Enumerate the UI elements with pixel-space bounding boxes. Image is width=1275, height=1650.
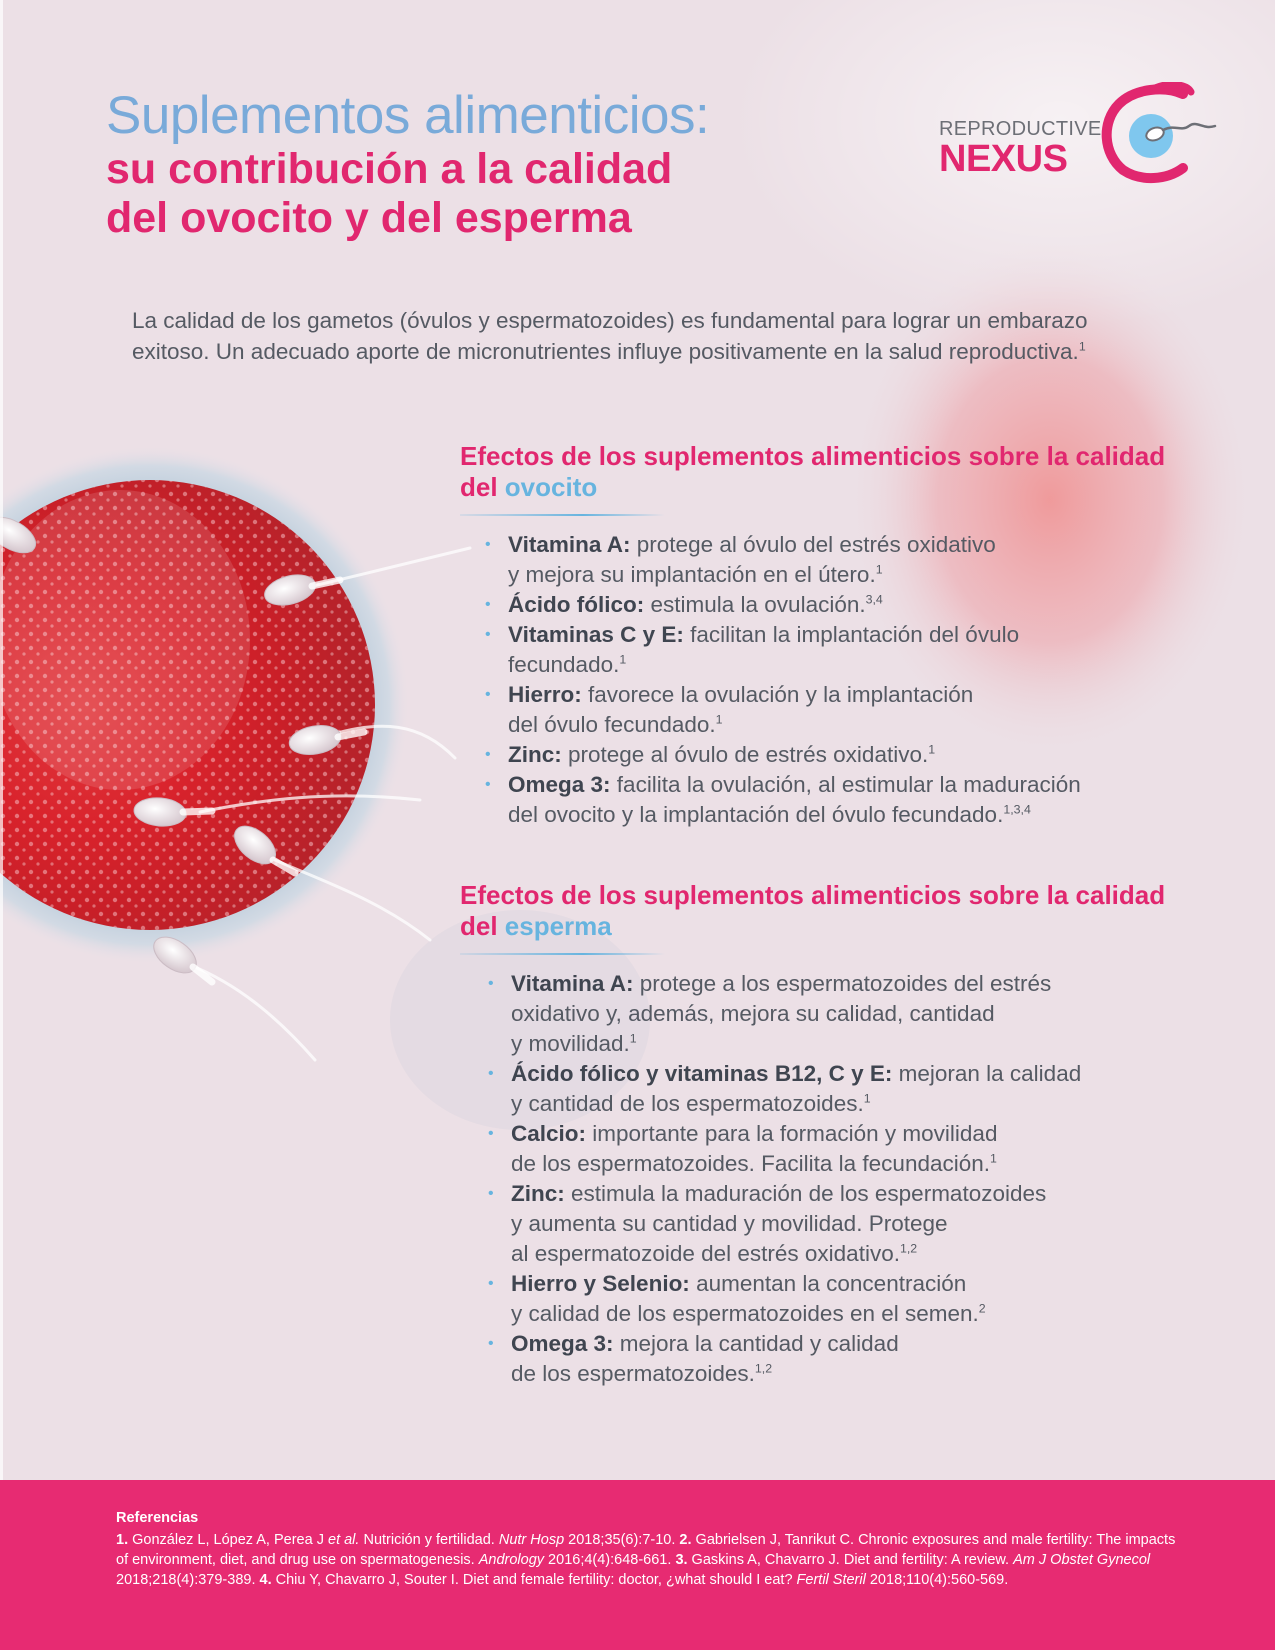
item-text: estimula la maduración de los espermatozoides xyxy=(564,1181,1047,1206)
list-item xyxy=(485,620,1200,680)
bullet-icon: • xyxy=(488,1275,494,1292)
ref-1-journal: Nutr Hosp xyxy=(498,1532,565,1548)
intro-citation: 1 xyxy=(1078,338,1086,353)
ref-3-number: 3. xyxy=(675,1552,688,1568)
item-text-2: de los espermatozoides. Facilita la fecundación. xyxy=(511,1151,991,1176)
title-line-3: del ovocito y del esperma xyxy=(106,193,632,242)
ref-3-text: Gaskins A, Chavarro J. Diet and fertility: A review. xyxy=(687,1552,1014,1568)
logo-text-nexus: NEXUS xyxy=(939,138,1068,180)
ref-1-cite: 2018;35(6):7-10. xyxy=(564,1532,680,1548)
references-body xyxy=(116,1530,1186,1590)
ref-4-cite: 2018;110(4):560-569. xyxy=(865,1572,1009,1588)
item-term: Hierro: xyxy=(508,682,582,707)
list-item xyxy=(485,740,1200,770)
item-term: Ácido fólico y vitaminas B12, C y E: xyxy=(511,1061,893,1086)
item-term: Hierro y Selenio: xyxy=(511,1271,690,1296)
item-citation: 1,3,4 xyxy=(1003,802,1031,817)
item-citation: 1 xyxy=(990,1151,997,1166)
item-citation: 1 xyxy=(629,1031,637,1046)
intro-paragraph xyxy=(132,306,1122,367)
sperm-heading xyxy=(460,880,1200,942)
sperm-heading-prefix: Efectos de los suplementos alimenticios sobre la calidad del xyxy=(460,880,1166,941)
bullet-icon: • xyxy=(485,686,491,703)
bullet-icon: • xyxy=(488,1185,494,1202)
sperm-heading-highlight: esperma xyxy=(504,911,612,941)
item-text: favorece la ovulación y la implantación xyxy=(581,682,974,707)
bullet-icon: • xyxy=(488,1065,494,1082)
ref-3-cite: 2018;218(4):379-389. xyxy=(116,1572,260,1588)
item-term: Zinc: xyxy=(508,742,562,767)
item-term: Ácido fólico: xyxy=(508,592,645,617)
item-text-2: y cantidad de los espermatozoides. xyxy=(511,1091,864,1116)
item-term: Vitaminas C y E: xyxy=(508,622,684,647)
ref-2-cite: 2016;4(4):648-661. xyxy=(544,1552,676,1568)
list-item xyxy=(488,1119,1200,1179)
list-item xyxy=(485,590,1200,620)
ref-2-text: Gabrielsen J, Tanrikut C. Chronic exposures and male fertility: The impacts of environment, diet, and drug use on spermatogenesis. xyxy=(116,1532,1176,1568)
sperm-divider xyxy=(460,953,665,955)
oocyte-section xyxy=(460,441,1200,830)
title-line-1: Suplementos alimenticios: xyxy=(106,86,710,145)
item-citation: 1 xyxy=(715,712,723,727)
item-term: Omega 3: xyxy=(511,1331,614,1356)
bullet-icon: • xyxy=(488,975,494,992)
item-text: estimula la ovulación. xyxy=(644,592,866,617)
item-text-2: del ovocito y la implantación del óvulo fecundado. xyxy=(508,802,1004,827)
item-citation: 1 xyxy=(863,1091,871,1106)
ref-1-title: Nutrición y fertilidad. xyxy=(359,1532,499,1548)
list-item xyxy=(488,1329,1200,1389)
oocyte-heading xyxy=(460,441,1200,503)
item-text: facilita la ovulación, al estimular la maduración xyxy=(610,772,1081,797)
item-citation: 3,4 xyxy=(865,592,883,607)
item-text: protege al óvulo del estrés oxidativo xyxy=(630,532,996,557)
intro-text: La calidad de los gametos (óvulos y espermatozoides) es fundamental para lograr un embarazo exitoso. Un adecuado aporte de micronutrientes influye positivamente en la salud reproductiva. xyxy=(132,308,1088,364)
item-text-3: y movilidad. xyxy=(511,1031,630,1056)
item-citation: 1,2 xyxy=(754,1361,773,1376)
item-term: Omega 3: xyxy=(508,772,611,797)
item-text-2: del óvulo fecundado. xyxy=(508,712,716,737)
item-term: Vitamina A: xyxy=(508,532,631,557)
oocyte-divider xyxy=(460,514,665,516)
item-text: aumentan la concentración xyxy=(689,1271,967,1296)
item-term: Vitamina A: xyxy=(511,971,634,996)
item-text-2: y aumenta su cantidad y movilidad. Protege xyxy=(511,1211,948,1236)
ref-1-authors: González L, López A, Perea J xyxy=(128,1532,328,1548)
item-citation: 1 xyxy=(928,742,936,757)
item-text: facilitan la implantación del óvulo xyxy=(683,622,1020,647)
bullet-icon: • xyxy=(485,776,491,793)
bullet-icon: • xyxy=(488,1335,494,1352)
oocyte-heading-highlight: ovocito xyxy=(504,472,598,502)
ref-1-number: 1. xyxy=(116,1532,129,1548)
list-item xyxy=(488,1179,1200,1269)
item-text: mejora la cantidad y calidad xyxy=(613,1331,899,1356)
ref-3-journal: Am J Obstet Gynecol xyxy=(1013,1552,1151,1568)
bullet-icon: • xyxy=(488,1125,494,1142)
sperm-section xyxy=(460,880,1200,1389)
item-citation: 1,2 xyxy=(899,1241,918,1256)
sperm-list xyxy=(460,969,1200,1389)
references-heading: Referencias xyxy=(116,1510,199,1526)
item-text-2: y calidad de los espermatozoides en el semen. xyxy=(511,1301,979,1326)
item-text-2: oxidativo y, además, mejora su calidad, cantidad xyxy=(511,1001,995,1026)
logo-mark-icon xyxy=(1095,82,1220,187)
logo-text-reproductive: REPRODUCTIVE xyxy=(939,118,1102,140)
list-item xyxy=(488,1269,1200,1329)
references-footer xyxy=(0,1480,1275,1650)
bullet-icon: • xyxy=(485,596,491,613)
item-term: Calcio: xyxy=(511,1121,587,1146)
oocyte-heading-prefix: Efectos de los suplementos alimenticios sobre la calidad del xyxy=(460,441,1166,502)
item-citation: 1 xyxy=(875,562,883,577)
list-item xyxy=(488,969,1200,1059)
item-text-2: de los espermatozoides. xyxy=(511,1361,755,1386)
ref-4-text: Chiu Y, Chavarro J, Souter I. Diet and female fertility: doctor, ¿what should I eat? xyxy=(271,1572,797,1588)
list-item xyxy=(485,530,1200,590)
item-text: protege a los espermatozoides del estrés xyxy=(633,971,1052,996)
item-term: Zinc: xyxy=(511,1181,565,1206)
list-item xyxy=(485,770,1200,830)
ref-2-journal: Andrology xyxy=(478,1552,545,1568)
item-text-2: fecundado. xyxy=(508,652,620,677)
item-text: mejoran la calidad xyxy=(892,1061,1082,1086)
oocyte-list xyxy=(460,530,1200,830)
ref-4-number: 4. xyxy=(259,1572,272,1588)
item-citation: 1 xyxy=(619,652,627,667)
bullet-icon: • xyxy=(485,746,491,763)
item-text-2: y mejora su implantación en el útero. xyxy=(508,562,876,587)
item-text-3: al espermatozoide del estrés oxidativo. xyxy=(511,1241,900,1266)
bullet-icon: • xyxy=(485,536,491,553)
ref-1-etal: et al. xyxy=(328,1532,360,1548)
item-text: protege al óvulo de estrés oxidativo. xyxy=(561,742,929,767)
item-citation: 2 xyxy=(978,1301,986,1316)
title-line-2: su contribución a la calidad xyxy=(106,145,673,194)
ref-4-journal: Fertil Steril xyxy=(796,1572,866,1588)
page-title xyxy=(106,86,709,242)
list-item xyxy=(485,680,1200,740)
list-item xyxy=(488,1059,1200,1119)
bullet-icon: • xyxy=(485,626,491,643)
reproductive-nexus-logo xyxy=(935,82,1225,187)
ref-2-number: 2. xyxy=(679,1532,692,1548)
item-text: importante para la formación y movilidad xyxy=(586,1121,998,1146)
